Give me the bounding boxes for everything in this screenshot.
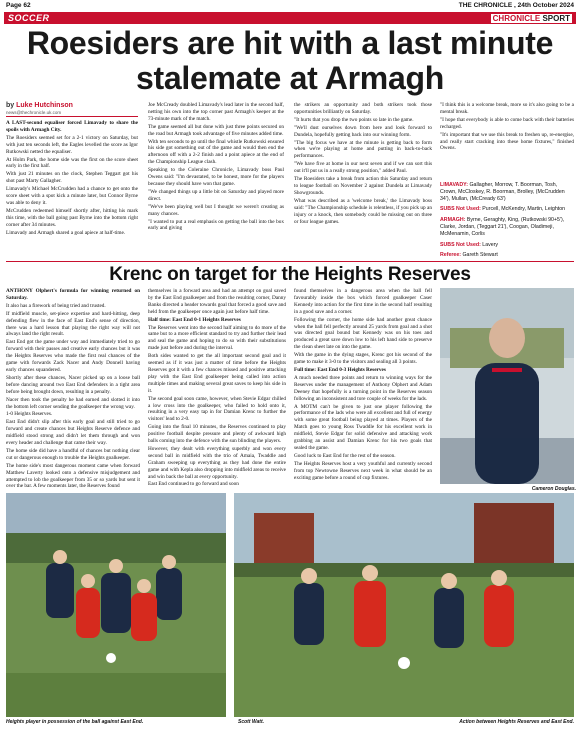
paragraph: The Reserves went into the second half aiming to do more of the same but to a more efficient standard to try and further their lead and seal the game and hoping to do so with their substitutions made just before and during the interval. bbox=[148, 324, 286, 352]
paragraph: Shortly after these chances, Nacer picked up on a loose ball before dancing around two East End defenders in a tight area before being brought down, resulting in a penalty. bbox=[6, 374, 140, 395]
paragraph: However, they dealt with everything superbly and won every second ball in midfield with the trio of Amaia, Twaddle and Graham sweeping up everything as they had done the entire game and with Kepla also dropping into midfield areas to receive and win back the ball at every opportunity. bbox=[148, 445, 286, 480]
paragraph: If midfield muscle, set-piece expertise and hard-hitting, deep defending flew in the face of East End's sense of direction, there was a hard lesson that playing the right way will not always land the right result. bbox=[6, 310, 140, 338]
page-topline bbox=[6, 2, 574, 12]
photo-cameron-douglas bbox=[440, 288, 574, 484]
lineup-entry bbox=[440, 217, 574, 237]
lineup-text: Gareth Stewart bbox=[461, 252, 498, 259]
story2-col1 bbox=[6, 288, 140, 490]
caption-bottom: Action between Heights Reserves and East End. bbox=[459, 719, 574, 725]
paragraph: themselves in a forward area and had an attempt on goal saved by the East End goalkeeper and from the resulting corner, Danny Banks directed a header towards goal that forced a good save and held from the goalkeeper once again just before half time. bbox=[148, 288, 286, 315]
paragraph: "I think this is a welcome break, more so it's also going to be a mental break. bbox=[440, 102, 574, 115]
story2-col2 bbox=[148, 288, 286, 488]
lineup-entry bbox=[440, 242, 574, 249]
paragraph: McCrudden redeemed himself shortly after, hitting his mark this time, with the ball going past Byrne into the bottom right corner after 34 minutes. bbox=[6, 207, 138, 228]
story2-col3 bbox=[294, 288, 432, 484]
paragraph: Nacer then took the penalty he had earned and slotted it into the bottom left corner sending the goalkeeper the wrong way. bbox=[6, 396, 140, 410]
page-number: Page 62 bbox=[6, 2, 31, 9]
paragraph: 1-0 Heights Reserves. bbox=[6, 411, 53, 418]
paragraph: With the game in the dying stages, Krenc got his second of the game to make it 3-0 to the visitors and sealing all 3 points. bbox=[294, 352, 432, 366]
paragraph: East End got the game under way and immediately tried to go forward with their passes and creative early chances but it was the Heights Reserves who made the first real chances of the game with forwards Zack Nacer and Andy Donnell having early chances squandered. bbox=[6, 339, 140, 373]
paragraph: Both sides wanted to get the all important second goal and it seemed as if it was just a matter of time before the Heights Reserves got it with a few chances missed and positive attacking play with the East End goalkeeper being called into action multiple times and making several great saves to keep his side in it. bbox=[148, 353, 286, 394]
paragraph: ANTHONY Olphert's formula for winning returned on Saturday. bbox=[6, 288, 140, 301]
brand-b: SPORT bbox=[542, 13, 570, 23]
story2-headline: Krenc on target for the Heights Reserves bbox=[6, 261, 574, 286]
team-lineups bbox=[440, 182, 574, 263]
lineup-entry bbox=[440, 206, 574, 213]
paragraph: Following the corner, the home side had another great chance when the ball fell perfectly around 25 yards from goal and a shot was directed goal bound but Kennedy was on his toes and produced a great save down low to his left hand side to preserve the clean sheet late on into the game. bbox=[294, 316, 432, 351]
paragraph: Good luck to East End for the rest of the season. bbox=[294, 452, 396, 459]
section-banner bbox=[4, 12, 576, 24]
paragraph: "The big focus we have at the minute is getting back to form when we're playing at home and putting in back-to-back performances. bbox=[294, 139, 432, 160]
lineup-text: Byrne, Geraghty, King, (Rutkowski 90+5'), Clarke, Jordan, (Teggart 21'), Coogan, Oladimeji, McMenamin, Corlis bbox=[440, 217, 565, 237]
story1-col1 bbox=[6, 120, 138, 238]
paragraph: "I hope that everybody is able to come back with their batteries recharged. bbox=[440, 116, 574, 130]
paragraph: "We've been playing well but I thought we weren't creating as many chances. bbox=[148, 203, 284, 217]
story1-headline: Roesiders are hit with a last minute stalemate at Armagh bbox=[26, 25, 554, 96]
photo-action-heights-east-end bbox=[234, 493, 574, 717]
story1-byline bbox=[6, 102, 138, 117]
paragraph: Joe McCready doubled Limavady's lead later in the second half, netting his own into the top corner past Armagh's keeper at the 73-minute mark of the match. bbox=[148, 102, 284, 122]
lineup-label: SUBS Not Used: bbox=[440, 206, 481, 213]
photo-heights-player bbox=[6, 493, 226, 717]
caption-left-photo: Heights player in possession of the ball against East End. bbox=[6, 719, 144, 725]
paragraph: The game seemed all but done with just three points secured on the road but Armagh took advantage of five minutes added time. bbox=[148, 123, 284, 137]
paragraph: Speaking to the Coleraine Chronicle, Limavady boss Paul Owens said: "I'm devastated, to be honest, more for the players because they should have won that game. bbox=[148, 167, 284, 187]
paragraph: A LAST-second equaliser forced Limavady to share the spoils with Armagh City. bbox=[6, 120, 138, 133]
byline-pre: by bbox=[6, 102, 17, 109]
paragraph: East End continued to go forward and soon bbox=[148, 481, 239, 488]
brand-label bbox=[491, 14, 572, 23]
paragraph: A MOTM can't be given to just one player following the performance of the lads who were all excellent and full of energy with some great football being played at times. Players of the Match goes to young Ross Twaddle for his excellent work in midfield, Stevie Edgar for solid defensive and attacking work grabbing an assist and Damian Krenc for his two goals that sealed the game. bbox=[294, 403, 432, 451]
paragraph: found themselves in a dangerous area when the ball fell favourably inside the box which forced goalkeeper Caser Kennedy into action for the first time in the second half resulting in a good save and a corner. bbox=[294, 288, 432, 315]
lineup-label: LIMAVADY: bbox=[440, 182, 468, 188]
story1-col3 bbox=[294, 102, 432, 226]
paragraph: The home side did have a handful of chances but nothing clear cut or dangerous enough to trouble the Heights goalkeeper. bbox=[6, 447, 140, 461]
byline-email: news@thechronicle.uk.com bbox=[6, 110, 138, 117]
paragraph: "It hurts that you drop the two points so late in the game. bbox=[294, 116, 414, 123]
paragraph: It also has a firework of being tried and trusted. bbox=[6, 302, 106, 309]
paragraph: The Roesiders take a break from action this Saturday and return to league football on November 2 against Dundela at Limavady Showgrounds. bbox=[294, 176, 432, 196]
lineup-label: SUBS Not Used: bbox=[440, 241, 481, 248]
lineup-text: Lavery bbox=[480, 241, 499, 248]
paragraph: What was described as a 'welcome break,' the Limavady boss said: "The Championship schedule is relentless, if you pick up an injury or a knock, then somebody could be missing out on three or four league games. bbox=[294, 197, 432, 225]
paragraph: the strikers an opportunity and both strikers took those opportunities brilliantly on Saturday. bbox=[294, 102, 432, 115]
lineup-label: Referee: bbox=[440, 252, 462, 259]
paragraph: With ten seconds to go until the final whistle Rutkowski ensured his side got something out of the game and would then end the afternoon off with a 2-2 finish and a point apiece at the end of the Championship League clash. bbox=[148, 138, 284, 166]
caption-right-photo: Cameron Douglas. bbox=[531, 486, 576, 492]
section-label: SOCCER bbox=[8, 13, 50, 23]
paragraph: "It's important that we use this break to freshen up, re-energise, and really start cracking into these home fixtures," finished Owens. bbox=[440, 131, 574, 152]
paper-date: THE CHRONICLE , 24th October 2024 bbox=[458, 2, 574, 9]
paragraph: "We have five at home in our next seven and if we can sort this out it'll put us in a really strong position," added Paul. bbox=[294, 161, 432, 175]
paragraph: "We changed things up a little bit on Saturday and played more direct. bbox=[148, 188, 284, 202]
lineup-entry bbox=[440, 252, 574, 259]
lineup-entry bbox=[440, 182, 574, 202]
story1-col4 bbox=[440, 102, 574, 153]
lineup-text: Gallagher, Morrow, T. Boorman, Tosh, Crown, McCloskey, R. Boorman, Brolley, (McCrudden 34'), Mullan, (McCready 63') bbox=[440, 182, 565, 202]
lineup-text: Purcell, McKendry, Martin, Leighton bbox=[480, 206, 566, 213]
paragraph: The second goal soon came, however, when Stevie Edgar chilled a low cross into the goalkeeper, who failed to hold onto it, resulting in a very easy tap in for Damian Krenc to further the visitors' lead to 2-0. bbox=[148, 395, 286, 423]
paragraph: Full time: East End 0-3 Heights Reserves bbox=[294, 366, 386, 373]
paragraph: The Heights Reserves host a very youthful and currently second from top Newtowne Reserves next week in what should be an exciting game before a round of cup fixtures. bbox=[294, 460, 432, 481]
paragraph: East End didn't slip after this early goal and still tried to go forward and create chances but Heights Reserve defence and midfield stood strong and didn't let them through and won every header and challenge that came their way. bbox=[6, 419, 140, 447]
paragraph: "I wanted to put a real emphasis on getting the ball into the box early and giving bbox=[148, 218, 284, 232]
paragraph: At Holm Park, the home side was the first on the score sheet early in the first half. bbox=[6, 156, 138, 170]
paragraph: Limavady and Armagh shared a goal apiece at half-time. bbox=[6, 229, 126, 236]
paragraph: Half time: East End 0-1 Heights Reserves bbox=[148, 316, 241, 323]
lineup-label: ARMAGH: bbox=[440, 217, 466, 224]
brand-a: CHRONICLE bbox=[492, 13, 541, 23]
paragraph: "We'll dust ourselves down from here and look forward to Dundela, hopefully getting back into our winning form. bbox=[294, 124, 432, 138]
byline-name: Luke Hutchinson bbox=[16, 102, 73, 109]
paragraph: Limavady's Michael McCrudden had a chance to get onto the score sheet with a spot kick a minute later, but Connor Byrne was able to deny it. bbox=[6, 186, 138, 206]
paragraph: With just 21 minutes on the clock, Stephen Teggart got his shot past Marty Gallagher. bbox=[6, 171, 138, 185]
paragraph: The home side's most dangerous moment came when forward Matthew Laverty looked onto a defensive misjudgement and attempted to lob the goalkeeper from 35 or so yards but sent it over the bar. A few moments later, the Reserves found bbox=[6, 462, 140, 490]
paragraph: Going into the final 10 minutes, the Reserves continued to play positive football despite pressure and plenty of awkward high balls coming into the defence with the sun blinding the players. bbox=[148, 424, 286, 445]
story1-col2 bbox=[148, 102, 284, 233]
paragraph: A much needed three points and return to winning ways for the Reserves under the management of Anthony Olphert and Adam Deeney that hopefully is a turning point in the Reserves season following an inconsistent and tore couple of weeks for the lads. bbox=[294, 374, 432, 402]
paragraph: The Roesiders seemed set for a 2-1 victory on Saturday, but with just ten seconds left, the Eagles levelled the score as Igor Rutkowski netted the equaliser. bbox=[6, 134, 138, 155]
caption-mid: Scott Watt. bbox=[238, 719, 265, 725]
